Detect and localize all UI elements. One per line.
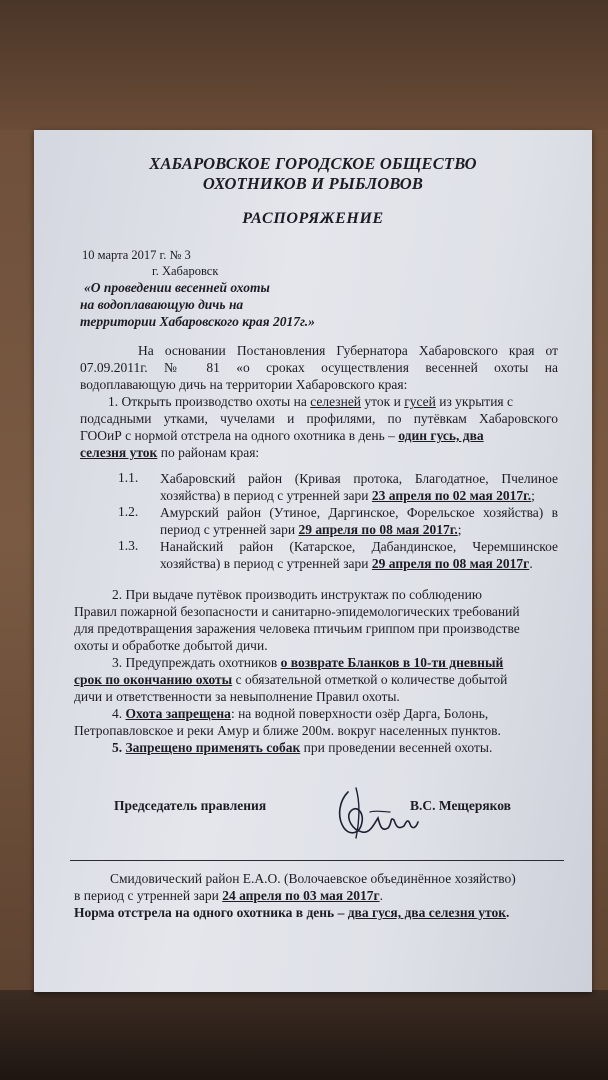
addendum-line-3: Норма отстрела на одного охотника в день – два гуся, два селезня уток. [74,905,510,920]
geese-word: гусей [404,394,436,409]
subitem-1-line-1: Хабаровский район (Кривая протока, Благодатное, Пчелиное [160,471,558,486]
item3-line-3: дичи и ответственности за невыполнение Правил охоты. [74,689,400,704]
document-page [34,130,592,992]
separator-line [70,860,564,861]
handwritten-signature [326,782,422,844]
preamble-line-2: 07.09.2011г. № 81 «о сроках осуществления весенней охоты на [80,360,558,375]
quota-text: один гусь, два [398,428,484,443]
org-name-line1: ХАБАРОВСКОЕ ГОРОДСКОЕ ОБЩЕСТВО [149,154,477,173]
subject-line-2: на водоплавающую дичь на [80,297,244,312]
addendum-line-1: Смидовический район Е.А.О. (Волочаевское объединённое хозяйство) [110,871,516,886]
addendum-line-2: в период с утренней зари 24 апреля по 03 мая 2017г. [74,888,383,903]
item2-line-4: охоты и обработке добытой дичи. [74,638,268,653]
item3-line-2: срок по окончанию охоты с обязательной отметкой о количестве добытой [74,672,508,687]
subitem-1-dates: 23 апреля по 02 мая 2017г. [371,488,532,503]
background-wall [0,0,608,130]
drakes-word: селезней [310,394,362,409]
item4-line-1: 4. Охота запрещена: на водной поверхности озёр Дарга, Болонь, [112,706,489,721]
item3-line-1: 3. Предупреждать охотников о возврате Бланков в 10-ти дневный [112,655,504,670]
subitem-1-number: 1.1. [118,470,139,485]
preamble-line-1: На основании Постановления Губернатора Хабаровского края от [138,343,558,358]
subitem-3-dates: 29 апреля по 08 мая 2017г [371,556,530,571]
subject-line-3: территории Хабаровского края 2017г.» [80,314,315,329]
item1-line-3: ГООиР с нормой отстрела на одного охотника в день – один гусь, два [80,428,484,443]
background-floor [0,990,608,1080]
preamble-line-3: водоплавающую дичь на территории Хабаровского края: [80,377,408,392]
subitem-3-line-2: хозяйства) в период с утренней зари 29 апреля по 08 мая 2017г. [160,556,533,571]
item2-line-2: Правил пожарной безопасности и санитарно-эпидемологических требований [74,604,520,619]
subitem-2-dates: 29 апреля по 08 мая 2017г. [298,522,458,537]
subitem-1-line-2: хозяйства) в период с утренней зари 23 апреля по 02 мая 2017г.; [160,488,535,503]
item2-line-3: для предотвращения заражения человека птичьим гриппом при производстве [74,621,520,636]
subitem-2-line-1: Амурский район (Утиное, Даргинское, Форельское хозяйства) в [160,505,558,520]
document-city: г. Хабаровск [152,264,219,278]
subitem-3-line-1: Нанайский район (Катарское, Дабандинское, Черемшинское [160,539,558,554]
subitem-3-number: 1.3. [118,538,139,553]
item1-line-2: подсадными утками, чучелами и профилями, по путёвкам Хабаровского [80,411,558,426]
item1-line-1: 1. Открыть производство охоты на селезней уток и гусей из укрытия с [108,394,513,409]
item1-line-4: селезня уток по районам края: [80,445,260,460]
item4-line-2: Петропавловское и реки Амур и ближе 200м. вокруг населенных пунктов. [74,723,501,738]
subject-line-1: «О проведении весенней охоты [84,280,270,295]
signature-role: Председатель правления [114,798,267,813]
item2-line-1: 2. При выдаче путёвок производить инструктаж по соблюдению [112,587,482,602]
subitem-2-line-2: период с утренней зари 29 апреля по 08 мая 2017г.; [160,522,462,537]
signature-name: В.С. Мещеряков [410,798,511,813]
document-type: РАСПОРЯЖЕНИЕ [242,210,384,227]
document-date: 10 марта 2017 г. № 3 [82,248,191,262]
subitem-2-number: 1.2. [118,504,139,519]
org-name-line2: ОХОТНИКОВ И РЫБЛОВОВ [202,174,424,193]
item5-line: 5. Запрещено применять собак при проведении весенней охоты. [112,740,493,755]
